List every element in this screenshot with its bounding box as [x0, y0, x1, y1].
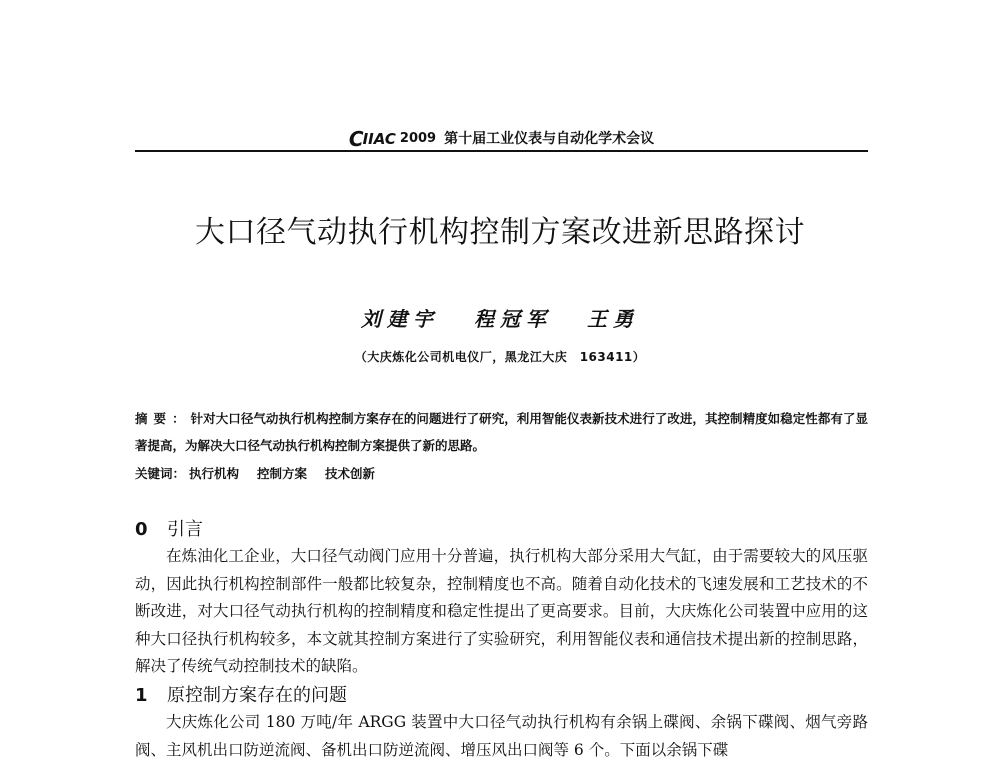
section-title: 引言 — [167, 519, 203, 540]
section-heading-introduction — [135, 518, 203, 542]
section-heading-problems — [135, 684, 347, 708]
conference-name: 第十届工业仪表与自动化学术会议 — [444, 131, 655, 147]
author-name: 程冠军 — [474, 307, 552, 331]
logo-year: 2009 — [399, 131, 437, 146]
section-number: 1 — [135, 685, 148, 706]
keywords — [135, 463, 868, 485]
keyword: 控制方案 — [257, 466, 308, 481]
author-affiliation: （大庆炼化公司机电仪厂，黑龙江大庆 163411） — [354, 350, 646, 364]
body-paragraph: 在炼油化工企业，大口径气动阀门应用十分普遍，执行机构大部分采用大气缸，由于需要较大的风压驱动，因此执行机构控制部件一般都比较复杂，控制精度也不高。随着自动化技术的飞速发展和工艺技术的不断改进，对大口径气动执行机构的控制精度和稳定性提出了更高要求。目前，大庆炼化公司装置中应用的这种大口径执行机构较多，本文就其控制方案进行了实验研究，利用智能仪表和通信技术提出新的控制思路，解决了传统气动控制技术的缺陷。 — [135, 547, 868, 675]
body-paragraph: 大庆炼化公司 180 万吨/年 ARGG 装置中大口径气动执行机构有余锅上碟阀、余锅下碟阀、烟气旁路阀、主风机出口防逆流阀、备机出口防逆流阀、增压风出口阀等 6 个。下面以余锅下碟 — [135, 713, 868, 759]
section-number: 0 — [135, 519, 148, 540]
author-name: 刘建宇 — [361, 307, 440, 331]
author-name: 王勇 — [586, 307, 639, 331]
running-header — [135, 124, 868, 152]
abstract — [135, 405, 868, 459]
abstract-label: 摘要： — [135, 411, 191, 426]
conference-logo — [348, 127, 437, 151]
logo-text: IIAC — [362, 130, 396, 148]
paper-title: 大口径气动执行机构控制方案改进新思路探讨 — [195, 215, 805, 250]
logo-mark: C — [348, 127, 364, 151]
author-list — [0, 306, 1000, 332]
section-title: 原控制方案存在的问题 — [167, 685, 347, 706]
keyword: 技术创新 — [325, 466, 376, 481]
keywords-label: 关键词： — [135, 466, 186, 481]
abstract-text: 针对大口径气动执行机构控制方案存在的问题进行了研究，利用智能仪表新技术进行了改进，其控制精度如稳定性都有了显著提高，为解决大口径气动执行机构控制方案提供了新的思路。 — [135, 411, 868, 453]
keyword: 执行机构 — [189, 466, 240, 481]
